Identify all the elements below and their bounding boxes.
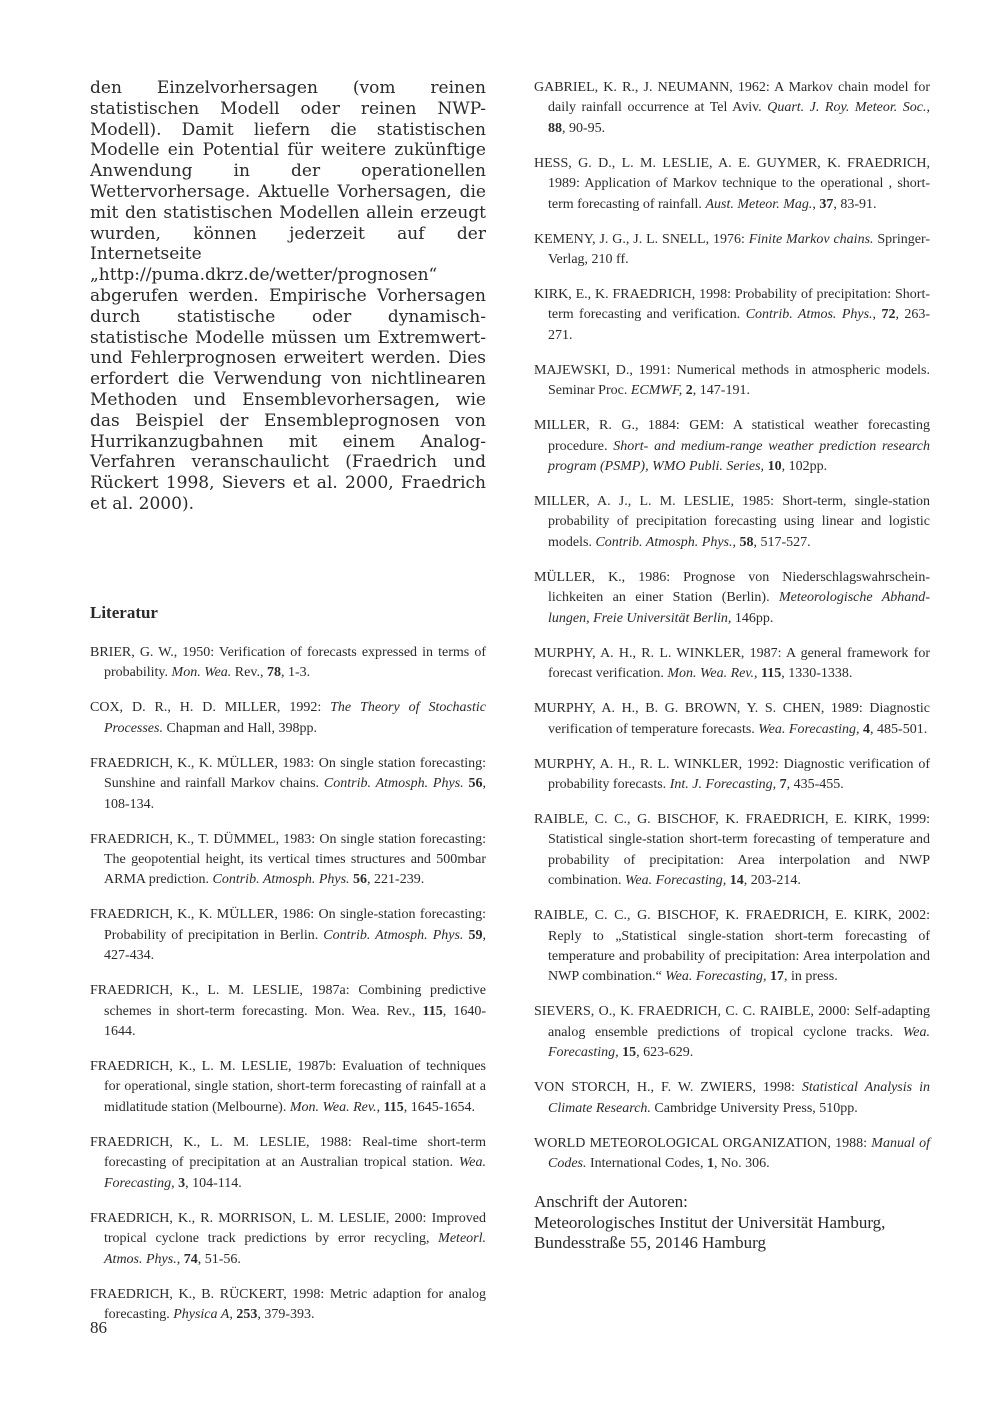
reference-source: Wea. Forecasting, (104, 1155, 486, 1191)
reference-pages: , 435-455. (786, 776, 844, 792)
reference-detail: , (926, 100, 930, 116)
reference-pages: , 623-629. (636, 1045, 694, 1061)
reference-source: Contrib. Atmosph. Phys. (323, 927, 464, 943)
reference-pages: , 1645-1654. (403, 1099, 475, 1115)
reference-title: Short-term, single-station probability of precipitation forecasting using linear and logistic models. (548, 494, 931, 550)
reference-source: Contrib. Atmosph. Phys. (595, 534, 733, 550)
reference-detail: , (376, 1099, 384, 1115)
reference-volume: 78 (266, 665, 281, 681)
reference-title: Verification of forecasts expressed in terms of probability. (104, 645, 486, 681)
reference-source: Meteorologische Abhandlungen, Freie Universität Berlin, (548, 590, 930, 626)
reference-pages: , 517-527. (753, 534, 811, 550)
reference-authors: FRAEDRICH, K., L. M. LESLIE, 1988: (90, 1134, 363, 1150)
reference-source: Meteorl. Atmos. Phys. (104, 1231, 486, 1267)
reference-detail: Springer-Verlag, 210 ff. (548, 231, 930, 268)
reference-volume: 115 (383, 1099, 404, 1115)
reference-entry (534, 1078, 930, 1119)
reference-source: Contrib. Atmosph. Phys. (323, 776, 464, 792)
reference-volume: 88 (548, 120, 562, 136)
reference-entry (534, 285, 930, 346)
reference-title: GEM: A statistical weather forecasting procedure. (548, 418, 930, 454)
reference-title: Combining predictive schemes in short-term forecasting. Mon. Wea. Rev., (104, 983, 486, 1019)
reference-volume: 72 (881, 307, 896, 323)
reference-detail: , (176, 1251, 184, 1267)
reference-source: ECMWF, (630, 383, 683, 399)
reference-title: Self-adapting analog ensemble predictions of tropical cyclone tracks. (548, 1004, 930, 1040)
reference-entry (534, 568, 930, 629)
reference-source: Int. J. Forecasting, (669, 776, 777, 792)
reference-volume: 56 (468, 776, 483, 792)
reference-authors: FRAEDRICH, K., L. M. LESLIE, 1987b: (90, 1059, 343, 1075)
reference-pages: , 263-271. (548, 307, 930, 343)
reference-volume: 4 (863, 721, 871, 737)
reference-pages: , No. 306. (714, 1155, 770, 1171)
reference-title: Prognose von Niederschlagswahrscheinlichkeiten an einer Station (Berlin). (548, 569, 930, 606)
reference-volume: 7 (779, 776, 787, 792)
reference-volume: 14 (729, 873, 744, 889)
reference-title: On single-station forecasting: Probability of precipitation in Berlin. (104, 907, 486, 943)
reference-source: Quart. J. Roy. Meteor. Soc. (767, 100, 927, 116)
reference-pages: , 1640-1644. (104, 1003, 486, 1040)
reference-title: A Markov chain model for daily rainfall occurrence at Tel Aviv. (548, 80, 930, 116)
reference-authors: RAIBLE, C. C., G. BISCHOF, K. FRAEDRICH, E. KIRK, 1999: (534, 811, 930, 827)
reference-title: Metric adaption for analog forecasting. (104, 1286, 487, 1322)
reference-pages: , 104-114. (185, 1175, 242, 1191)
reference-title: Probability of precipitation: Short-term forecasting and verification. (548, 287, 930, 323)
reference-entry (90, 1285, 486, 1326)
reference-entry (534, 230, 930, 271)
reference-entry (534, 1002, 930, 1063)
reference-volume: 56 (353, 872, 368, 888)
reference-pages: , 1-3. (280, 665, 311, 681)
reference-volume: 115 (422, 1003, 443, 1019)
reference-source: Wea. Forecasting, (665, 969, 767, 985)
reference-entry (534, 78, 930, 139)
reference-source: Wea. Forecasting, (625, 873, 727, 889)
reference-detail: Cambridge University Press, 510pp. (650, 1100, 858, 1116)
reference-entry (534, 416, 930, 477)
reference-source: Aust. Meteor. Mag. (705, 196, 813, 212)
reference-volume: 59 (468, 927, 483, 943)
reference-authors: MAJEWSKI, D., 1991: (534, 362, 677, 378)
reference-detail: , (812, 196, 820, 212)
reference-pages: , 102pp. (781, 459, 828, 475)
reference-authors: FRAEDRICH, K., L. M. LESLIE, 1987a: (90, 983, 359, 999)
reference-title: Diagnostic verification of temperature forecasts. (548, 701, 930, 737)
reference-authors: MÜLLER, K., 1986: (534, 569, 684, 585)
reference-title: On single station forecasting: Sunshine and rainfall Markov chains. (104, 755, 487, 792)
reference-source: Finite Markov chains. (748, 231, 874, 247)
reference-title: Application of Markov technique to the operational , short-term forecasting of rainfall. (548, 176, 930, 212)
intro-paragraph: den Einzelvorhersagen (vom reinen statistischen Modell oder reinen NWP-Modell). Damit liefern die statistischen Modelle ein Potential für weitere zukünftige Anwendung in der operationellen Wettervorhersage. Aktuelle Vorhersagen, die mit den statistischen Modellen allein erzeugt wurden, können jederzeit auf der Internetseite „http://puma.dkrz.de/wetter/prognosen“ abgerufen werden. Empirische Vorhersagen durch statistische oder dynamisch-statistische Modelle müssen um Extremwert- und Fehlerprognosen erweitert werden. Dies erfordert die Verwendung von nichtlinearen Methoden und Ensemblevorhersagen, wie das Beispiel der Ensembleprognosen von Hurrikanzugbahnen mit einem Analog-Verfahren veranschaulicht (Fraedrich und Rückert 1998, Sievers et al. 2000, Fraedrich et al. 2000). (90, 78, 486, 514)
reference-detail: , (732, 534, 740, 550)
reference-volume: 253 (236, 1306, 258, 1322)
reference-authors: MURPHY, A. H., B. G. BROWN, Y. S. CHEN, 1989: (534, 701, 870, 717)
reference-entry (534, 810, 930, 892)
reference-detail: Rev., (231, 665, 267, 681)
reference-entry (90, 754, 486, 815)
reference-pages: , 108-134. (104, 776, 487, 812)
reference-title: Evaluation of techniques for operational, single station, short-term forecasting of rainfall at a midlatitude station (Melbourne). (104, 1059, 486, 1115)
reference-authors: COX, D. R., H. D. MILLER, 1992: (90, 700, 331, 716)
reference-pages: , 90-95. (562, 120, 606, 136)
reference-entry (90, 1133, 486, 1194)
reference-volume: 10 (767, 459, 782, 475)
reference-source: Mon. Wea. (171, 665, 232, 681)
reference-authors: KIRK, E., K. FRAEDRICH, 1998: (534, 287, 735, 303)
reference-detail: , (872, 307, 882, 323)
reference-volume: 15 (622, 1045, 637, 1061)
reference-source: Wea. Forecasting, (758, 721, 860, 737)
reference-pages: , 221-239. (367, 872, 425, 888)
reference-authors: FRAEDRICH, K., R. MORRISON, L. M. LESLIE, 2000: (90, 1210, 432, 1226)
reference-pages: , 83-91. (833, 196, 877, 212)
reference-authors: FRAEDRICH, K., K. MÜLLER, 1983: (90, 755, 319, 771)
reference-source: Contrib. Atmos. Phys. (745, 307, 873, 323)
reference-title: Diagnostic verification of probability forecasts. (548, 756, 930, 792)
reference-source: Manual of Codes. (548, 1135, 930, 1171)
literature-heading: Literatur (90, 603, 158, 622)
reference-authors: FRAEDRICH, K., T. DÜMMEL, 1983: (90, 831, 320, 847)
reference-pages: , 203-214. (743, 873, 801, 889)
reference-volume: 74 (183, 1251, 198, 1267)
reference-volume: 2 (685, 383, 693, 399)
reference-authors: KEMENY, J. G., J. L. SNELL, 1976: (534, 231, 749, 247)
reference-title: Reply to „Statistical single-station short-term forecasting of temperature and probability of precipitation: Area interpolation and NWP combination.“ (548, 928, 930, 985)
reference-pages: , 147-191. (692, 383, 750, 399)
reference-authors: FRAEDRICH, K., K. MÜLLER, 1986: (90, 907, 319, 923)
reference-entry (90, 830, 486, 891)
reference-entry (90, 905, 486, 966)
address-line-2: Bundesstraße 55, 20146 Hamburg (534, 1233, 766, 1253)
author-address (534, 1192, 930, 1254)
references-right (534, 78, 930, 1174)
reference-source: Mon. Wea. Rev. (289, 1099, 377, 1115)
reference-title: Improved tropical cyclone track predictions by error recycling, (104, 1210, 486, 1247)
reference-authors: BRIER, G. W., 1950: (90, 645, 220, 660)
reference-detail: , (754, 666, 762, 682)
reference-title: Real-time short-term forecasting of precipitation at an Australian tropical station. (104, 1134, 486, 1171)
reference-entry (534, 699, 930, 740)
reference-volume: 17 (770, 969, 785, 985)
reference-entry (534, 644, 930, 685)
reference-authors: MURPHY, A. H., R. L. WINKLER, 1987: (534, 645, 787, 661)
reference-source: Short- and medium-range weather prediction research program (PSMP), WMO Publi. Series, (548, 438, 930, 475)
reference-authors: RAIBLE, C. C., G. BISCHOF, K. FRAEDRICH, E. KIRK, 2002: (534, 908, 930, 924)
reference-entry (534, 361, 930, 402)
reference-entry (534, 154, 930, 215)
reference-entry (534, 1134, 930, 1175)
reference-title: Statistical single-station short-term forecasting of temperature and probability of precipitation: Area interpolation and NWP combination. (548, 832, 930, 889)
reference-source: Mon. Wea. Rev. (667, 666, 755, 682)
reference-volume: 115 (761, 666, 782, 682)
reference-detail: Chapman and Hall, 398pp. (162, 720, 317, 736)
reference-authors: MILLER, R. G., 1884: (534, 418, 690, 434)
reference-authors: SIEVERS, O., K. FRAEDRICH, C. C. RAIBLE, 2000: (534, 1004, 855, 1020)
reference-source: Physica A, (173, 1306, 233, 1322)
reference-authors: VON STORCH, H., F. W. ZWIERS, 1998: (534, 1080, 802, 1096)
reference-authors: GABRIEL, K. R., J. NEUMANN, 1962: (534, 80, 775, 95)
reference-authors: FRAEDRICH, K., B. RÜCKERT, 1998: (90, 1286, 330, 1302)
address-line-1: Meteorologisches Institut der Universität Hamburg, (534, 1212, 886, 1232)
reference-detail: International Codes, (586, 1155, 708, 1171)
reference-entry (90, 1057, 486, 1118)
reference-volume: 1 (707, 1155, 715, 1171)
reference-detail: 146pp. (731, 610, 774, 626)
reference-pages: , 51-56. (197, 1251, 241, 1267)
reference-authors: MURPHY, A. H., R. L. WINKLER, 1992: (534, 756, 784, 772)
reference-entry (90, 643, 486, 684)
reference-entry (534, 492, 930, 553)
reference-title: On single station forecasting: The geopotential height, its vertical times structures and 500mbar ARMA prediction. (104, 831, 486, 888)
reference-volume: 37 (819, 196, 834, 212)
reference-pages: , in press. (784, 969, 838, 985)
reference-pages: , 379-393. (257, 1306, 315, 1322)
reference-authors: HESS, G. D., L. M. LESLIE, A. E. GUYMER, K. FRAEDRICH, 1989: (534, 155, 930, 192)
reference-authors: MILLER, A. J., L. M. LESLIE, 1985: (534, 494, 783, 510)
reference-source: Statistical Analysis in Climate Research. (548, 1080, 931, 1116)
left-column (90, 78, 487, 1322)
reference-title: A general framework for forecast verification. (548, 645, 930, 682)
address-heading: Anschrift der Autoren: (534, 1192, 688, 1212)
references-left (90, 643, 486, 1340)
reference-source: Wea. Forecasting, (548, 1024, 930, 1061)
reference-volume: 58 (739, 534, 754, 550)
page-number: 86 (90, 1318, 107, 1337)
reference-pages: , 427-434. (104, 927, 486, 964)
reference-title: Numerical methods in atmospheric models. Seminar Proc. (548, 362, 930, 399)
reference-entry (90, 1209, 486, 1270)
reference-entry (90, 981, 486, 1042)
reference-entry (90, 698, 486, 739)
reference-source: Contrib. Atmosph. Phys. (212, 872, 350, 888)
right-column (534, 78, 930, 1254)
reference-pages: , 1330-1338. (781, 666, 853, 682)
reference-pages: , 485-501. (870, 721, 928, 737)
reference-volume: 3 (178, 1175, 186, 1191)
reference-authors: WORLD METEOROLOGICAL ORGANIZATION, 1988: (534, 1135, 872, 1151)
reference-entry (534, 755, 930, 796)
reference-entry (534, 906, 930, 988)
reference-source: The Theory of Stochastic Processes. (104, 700, 486, 736)
